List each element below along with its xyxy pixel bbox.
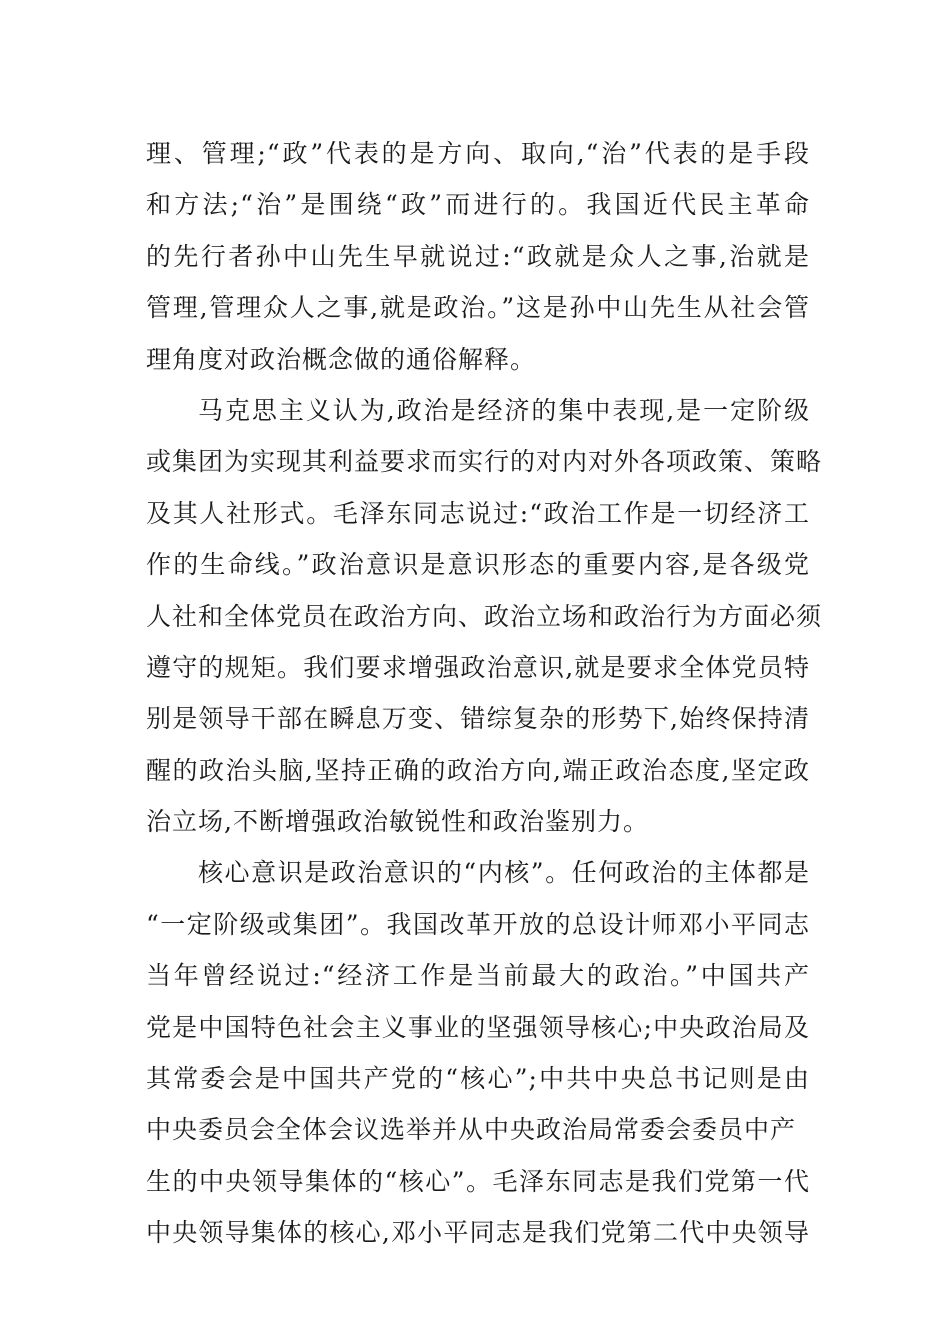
text-line: 管理,管理众人之事,就是政治。”这是孙中山先生从社会管 [146, 293, 810, 323]
text-line: 人社和全体党员在政治方向、政治立场和政治行为方面必须 [146, 601, 823, 631]
text-line: 作的生命线。”政治意识是意识形态的重要内容,是各级党 [146, 550, 810, 580]
text-line: 其常委会是中国共产党的“核心”;中共中央总书记则是由 [146, 1064, 810, 1094]
text-line: 理、管理;“政”代表的是方向、取向,“治”代表的是手段 [146, 139, 810, 168]
text-line: 理角度对政治概念做的通俗解释。 [146, 344, 537, 374]
text-line: 中央委员会全体会议选举并从中央政治局常委会委员中产 [146, 1115, 797, 1145]
text-line: 治立场,不断增强政治敏锐性和政治鉴别力。 [146, 807, 649, 837]
text-line: 醒的政治头脑,坚持正确的政治方向,端正政治态度,坚定政 [146, 755, 810, 785]
text-line: 或集团为实现其利益要求而实行的对内对外各项政策、策略 [146, 447, 823, 477]
text-line: “一定阶级或集团”。我国改革开放的总设计师邓小平同志 [146, 909, 810, 939]
paragraph-2 [146, 385, 823, 848]
document-body [146, 128, 823, 1259]
text-line: 党是中国特色社会主义事业的坚强领导核心;中央政治局及 [146, 1012, 810, 1042]
text-line: 中央领导集体的核心,邓小平同志是我们党第二代中央领导 [146, 1218, 810, 1248]
text-line: 的先行者孙中山先生早就说过:“政就是众人之事,治就是 [146, 241, 810, 271]
text-line: 遵守的规矩。我们要求增强政治意识,就是要求全体党员特 [146, 652, 810, 682]
text-line: 核心意识是政治意识的“内核”。任何政治的主体都是 [198, 858, 810, 888]
paragraph-3 [146, 847, 810, 1258]
text-line: 别是领导干部在瞬息万变、错综复杂的形势下,始终保持清 [146, 704, 810, 734]
text-line: 马克思主义认为,政治是经济的集中表现,是一定阶级 [198, 395, 810, 425]
text-line: 和方法;“治”是围绕“政”而进行的。我国近代民主革命 [146, 190, 810, 220]
text-line: 生的中央领导集体的“核心”。毛泽东同志是我们党第一代 [146, 1166, 810, 1196]
text-line: 当年曾经说过:“经济工作是当前最大的政治。”中国共产 [146, 961, 810, 991]
paragraph-1 [146, 128, 810, 385]
text-line: 及其人社形式。毛泽东同志说过:“政治工作是一切经济工 [146, 498, 810, 528]
